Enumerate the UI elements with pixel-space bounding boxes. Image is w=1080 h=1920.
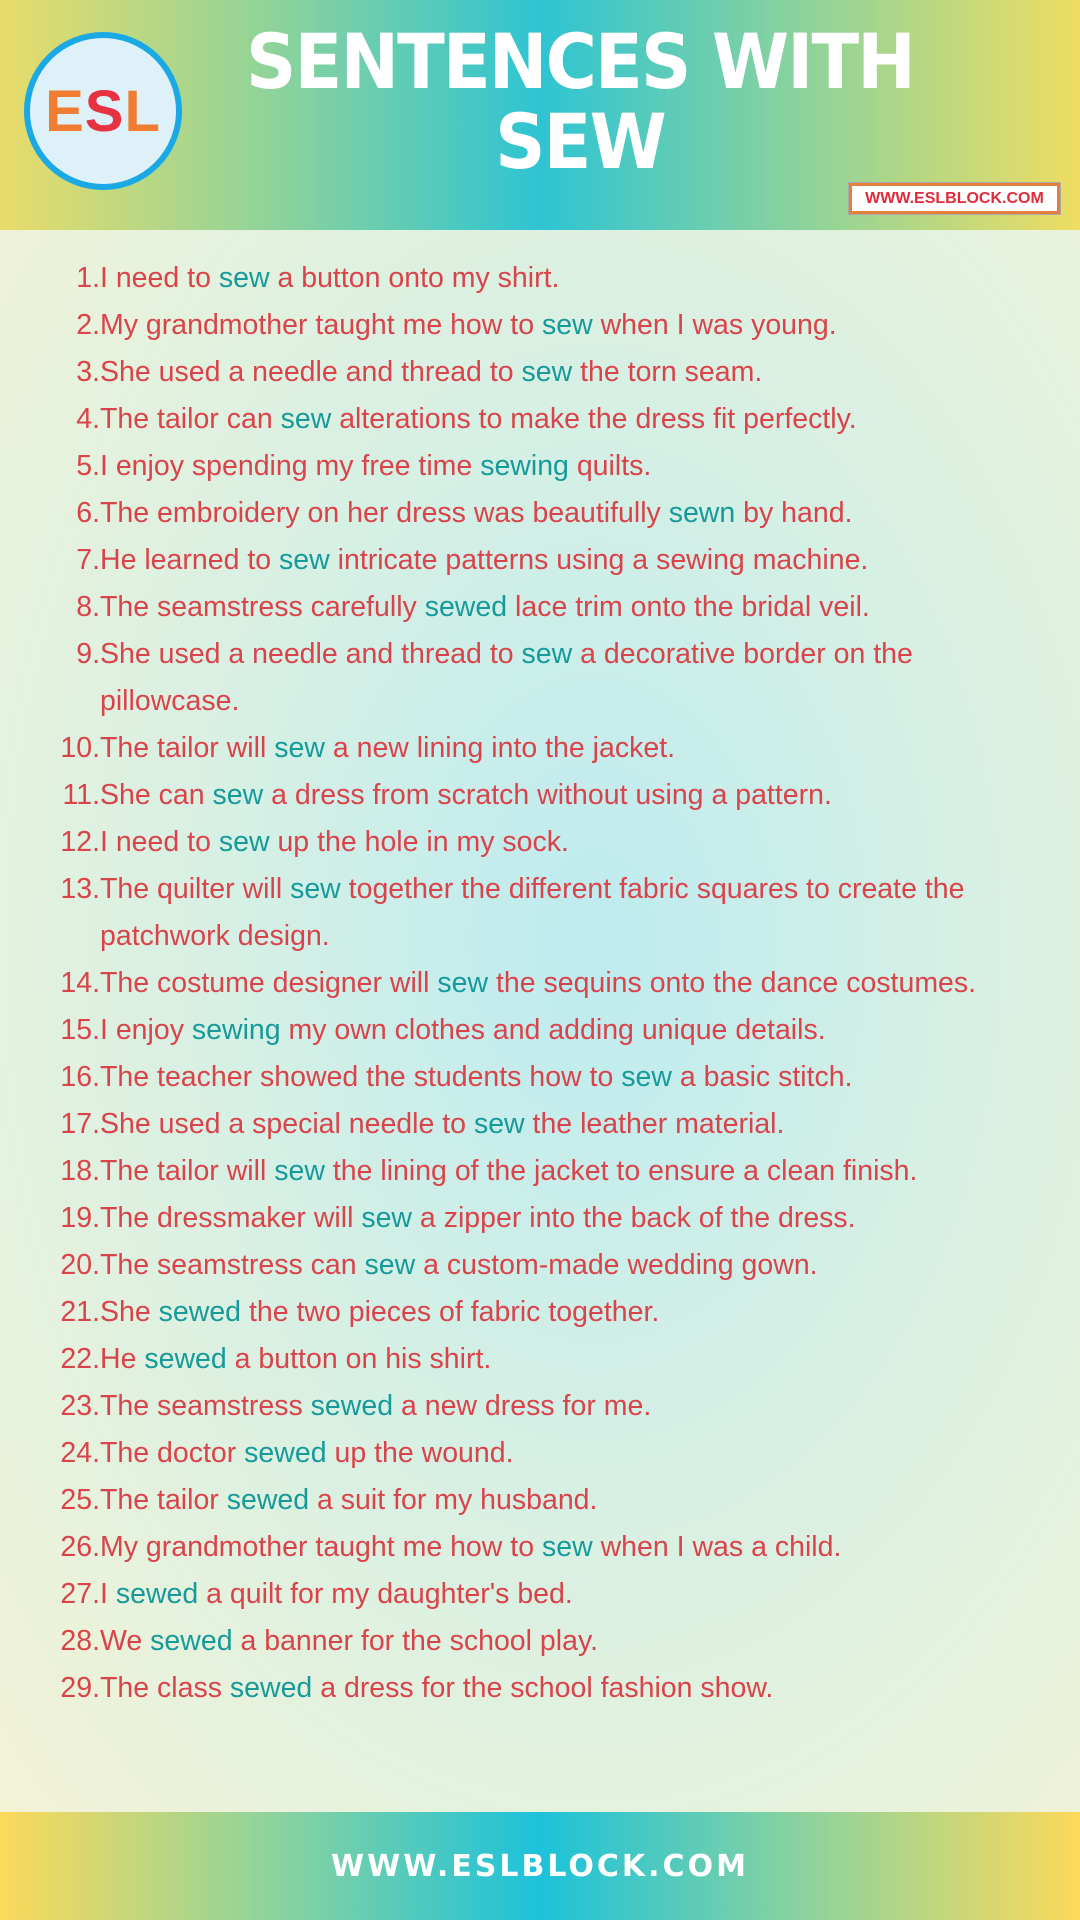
item-number: 2. — [76, 309, 100, 341]
list-item — [0, 584, 1080, 631]
item-number: 14. — [60, 967, 100, 999]
item-number: 10. — [60, 732, 100, 764]
item-text — [100, 1289, 1000, 1336]
list-item — [0, 960, 1080, 1007]
list-item — [0, 1242, 1080, 1289]
text-after: a quilt for my daughter's bed. — [198, 1578, 573, 1610]
keyword: sew — [521, 638, 573, 670]
keyword: sew — [437, 967, 489, 999]
list-item — [0, 1524, 1080, 1571]
text-before: I need to — [100, 826, 219, 858]
keyword: sew — [361, 1202, 413, 1234]
text-after: quilts. — [568, 450, 652, 482]
text-before: She used a needle and thread to — [100, 638, 522, 670]
item-number: 21. — [60, 1296, 100, 1328]
keyword: sewing — [191, 1014, 281, 1046]
keyword: sew — [218, 262, 270, 294]
item-number: 6. — [76, 497, 100, 529]
text-after: a banner for the school play. — [232, 1625, 598, 1657]
text-before: The tailor — [100, 1484, 227, 1516]
text-before: The doctor — [100, 1437, 245, 1469]
keyword: sewn — [668, 497, 736, 529]
text-after: up the hole in my sock. — [269, 826, 569, 858]
keyword: sewed — [244, 1437, 327, 1469]
list-item — [0, 443, 1080, 490]
item-text — [100, 631, 1000, 725]
text-before: The costume designer will — [100, 967, 438, 999]
list-item — [0, 255, 1080, 302]
text-after: up the wound. — [326, 1437, 514, 1469]
list-item — [0, 725, 1080, 772]
text-after: the lining of the jacket to ensure a clean finish. — [324, 1155, 918, 1187]
text-before: She — [100, 1296, 159, 1328]
list-item — [0, 1665, 1080, 1712]
item-text — [100, 866, 1000, 960]
text-after: the torn seam. — [572, 356, 763, 388]
text-before: The dressmaker will — [100, 1202, 362, 1234]
text-before: We — [100, 1625, 151, 1657]
item-text — [100, 537, 1000, 584]
keyword: sew — [274, 1155, 325, 1187]
list-item — [0, 1007, 1080, 1054]
page-title — [230, 17, 929, 186]
item-text — [100, 1007, 1000, 1054]
text-after: a new lining into the jacket. — [324, 732, 676, 764]
item-text — [100, 1101, 1000, 1148]
list-item — [0, 1618, 1080, 1665]
keyword: sew — [473, 1108, 525, 1140]
list-item — [0, 1430, 1080, 1477]
item-number: 1. — [76, 262, 100, 294]
keyword: sew — [621, 1061, 672, 1093]
item-text — [100, 1148, 1000, 1195]
text-before: I enjoy — [100, 1014, 192, 1046]
text-after: intricate patterns using a sewing machine. — [329, 544, 869, 576]
item-number: 29. — [60, 1672, 100, 1704]
sentence-list-panel — [0, 230, 1080, 1812]
keyword: sewed — [158, 1296, 242, 1328]
keyword: sew — [541, 309, 593, 341]
text-after: a new dress for me. — [393, 1390, 652, 1422]
text-before: The tailor will — [100, 732, 275, 764]
logo-letter-e: E — [45, 78, 85, 144]
item-text — [100, 1665, 1000, 1712]
list-item — [0, 1289, 1080, 1336]
text-before: The seamstress carefully — [100, 591, 425, 623]
item-text — [100, 1430, 1000, 1477]
text-after: a dress from scratch without using a pattern. — [263, 779, 832, 811]
text-after: lace trim onto the bridal veil. — [507, 591, 870, 623]
keyword: sewed — [226, 1484, 310, 1516]
list-item — [0, 1477, 1080, 1524]
text-before: The seamstress can — [100, 1249, 365, 1281]
keyword: sewed — [229, 1672, 313, 1704]
item-number: 13. — [60, 873, 100, 905]
text-before: The tailor will — [100, 1155, 275, 1187]
list-item — [0, 631, 1080, 725]
keyword: sew — [274, 732, 325, 764]
text-before: The class — [100, 1672, 230, 1704]
item-text — [100, 960, 1000, 1007]
text-before: I — [100, 1578, 116, 1610]
item-text — [100, 819, 1000, 866]
list-item — [0, 819, 1080, 866]
item-text — [100, 443, 1000, 490]
item-number: 23. — [60, 1390, 100, 1422]
text-after: a zipper into the back of the dress. — [412, 1202, 856, 1234]
keyword: sewed — [150, 1625, 233, 1657]
list-item — [0, 490, 1080, 537]
list-item — [0, 1571, 1080, 1618]
list-item — [0, 349, 1080, 396]
title-line-2: SEW — [495, 97, 665, 186]
text-after: when I was young. — [592, 309, 837, 341]
esl-logo — [24, 32, 182, 190]
item-number: 15. — [60, 1014, 100, 1046]
item-text — [100, 349, 1000, 396]
list-item — [0, 1383, 1080, 1430]
text-before: My grandmother taught me how to — [100, 1531, 542, 1563]
text-before: She can — [100, 779, 213, 811]
item-number: 3. — [76, 356, 100, 388]
item-text — [100, 1571, 1000, 1618]
text-before: I enjoy spending my free time — [100, 450, 481, 482]
list-item — [0, 1336, 1080, 1383]
item-number: 24. — [60, 1437, 100, 1469]
item-number: 11. — [62, 779, 100, 811]
item-number: 18. — [60, 1155, 100, 1187]
item-text — [100, 584, 1000, 631]
text-after: a basic stitch. — [671, 1061, 853, 1093]
item-text — [100, 1477, 1000, 1524]
text-after: by hand. — [735, 497, 853, 529]
item-number: 9. — [76, 638, 100, 670]
item-number: 20. — [60, 1249, 100, 1281]
text-after: together the different fabric squares to create the patchwork design. — [100, 873, 965, 952]
text-after: a custom-made wedding gown. — [415, 1249, 818, 1281]
footer-url: WWW.ESLBLOCK.COM — [331, 1848, 749, 1884]
item-text — [100, 255, 1000, 302]
item-text — [100, 302, 1000, 349]
keyword: sew — [212, 779, 264, 811]
text-after: a decorative border on the pillowcase. — [100, 638, 913, 717]
item-text — [100, 1524, 1000, 1571]
text-after: a button onto my shirt. — [269, 262, 560, 294]
item-text — [100, 1195, 1000, 1242]
item-text — [100, 1618, 1000, 1665]
item-number: 25. — [60, 1484, 100, 1516]
text-after: when I was a child. — [592, 1531, 842, 1563]
list-item — [0, 1101, 1080, 1148]
item-text — [100, 772, 1000, 819]
list-item — [0, 1148, 1080, 1195]
list-item — [0, 302, 1080, 349]
text-before: She used a special needle to — [100, 1108, 474, 1140]
item-number: 16. — [60, 1061, 100, 1093]
list-item — [0, 772, 1080, 819]
item-text — [100, 396, 1000, 443]
list-item — [0, 537, 1080, 584]
keyword: sew — [521, 356, 573, 388]
text-after: the two pieces of fabric together. — [241, 1296, 660, 1328]
item-text — [100, 725, 1000, 772]
item-text — [100, 1383, 1000, 1430]
text-before: The tailor can — [100, 403, 281, 435]
text-after: my own clothes and adding unique details. — [280, 1014, 826, 1046]
keyword: sew — [218, 826, 270, 858]
item-text — [100, 1054, 1000, 1101]
list-item — [0, 396, 1080, 443]
item-number: 8. — [76, 591, 100, 623]
item-text — [100, 1336, 1000, 1383]
text-before: My grandmother taught me how to — [100, 309, 542, 341]
text-before: The seamstress — [100, 1390, 311, 1422]
item-number: 22. — [60, 1343, 100, 1375]
text-before: The teacher showed the students how to — [100, 1061, 622, 1093]
item-number: 17. — [60, 1108, 100, 1140]
text-before: He — [100, 1343, 145, 1375]
item-text — [100, 490, 1000, 537]
title-line-1: SENTENCES WITH — [246, 17, 914, 106]
keyword: sew — [280, 403, 332, 435]
text-before: She used a needle and thread to — [100, 356, 522, 388]
text-before: The quilter will — [100, 873, 291, 905]
website-badge: WWW.ESLBLOCK.COM — [849, 183, 1060, 214]
text-after: the sequins onto the dance costumes. — [488, 967, 977, 999]
item-number: 19. — [60, 1202, 100, 1234]
keyword: sewed — [424, 591, 508, 623]
item-number: 12. — [60, 826, 100, 858]
list-item — [0, 1195, 1080, 1242]
item-number: 26. — [60, 1531, 100, 1563]
list-item — [0, 1054, 1080, 1101]
header-banner — [0, 0, 1080, 230]
item-number: 27. — [60, 1578, 100, 1610]
logo-letter-l: L — [124, 78, 161, 144]
text-after: the leather material. — [524, 1108, 785, 1140]
text-after: a dress for the school fashion show. — [312, 1672, 774, 1704]
sentence-list — [0, 255, 1080, 1712]
footer-banner — [0, 1812, 1080, 1920]
item-number: 28. — [60, 1625, 100, 1657]
item-text — [100, 1242, 1000, 1289]
keyword: sewed — [144, 1343, 227, 1375]
text-after: a suit for my husband. — [309, 1484, 598, 1516]
keyword: sew — [541, 1531, 593, 1563]
text-before: He learned to — [100, 544, 280, 576]
text-before: The embroidery on her dress was beautifully — [100, 497, 669, 529]
list-item — [0, 866, 1080, 960]
keyword: sew — [364, 1249, 416, 1281]
keyword: sew — [290, 873, 341, 905]
text-before: I need to — [100, 262, 219, 294]
keyword: sewed — [310, 1390, 394, 1422]
keyword: sewed — [115, 1578, 199, 1610]
keyword: sewing — [480, 450, 569, 482]
text-after: alterations to make the dress fit perfectly. — [331, 403, 857, 435]
item-number: 4. — [76, 403, 100, 435]
logo-letter-s: S — [84, 78, 125, 144]
item-number: 7. — [76, 544, 100, 576]
text-after: a button on his shirt. — [226, 1343, 492, 1375]
keyword: sew — [279, 544, 330, 576]
item-number: 5. — [76, 450, 100, 482]
